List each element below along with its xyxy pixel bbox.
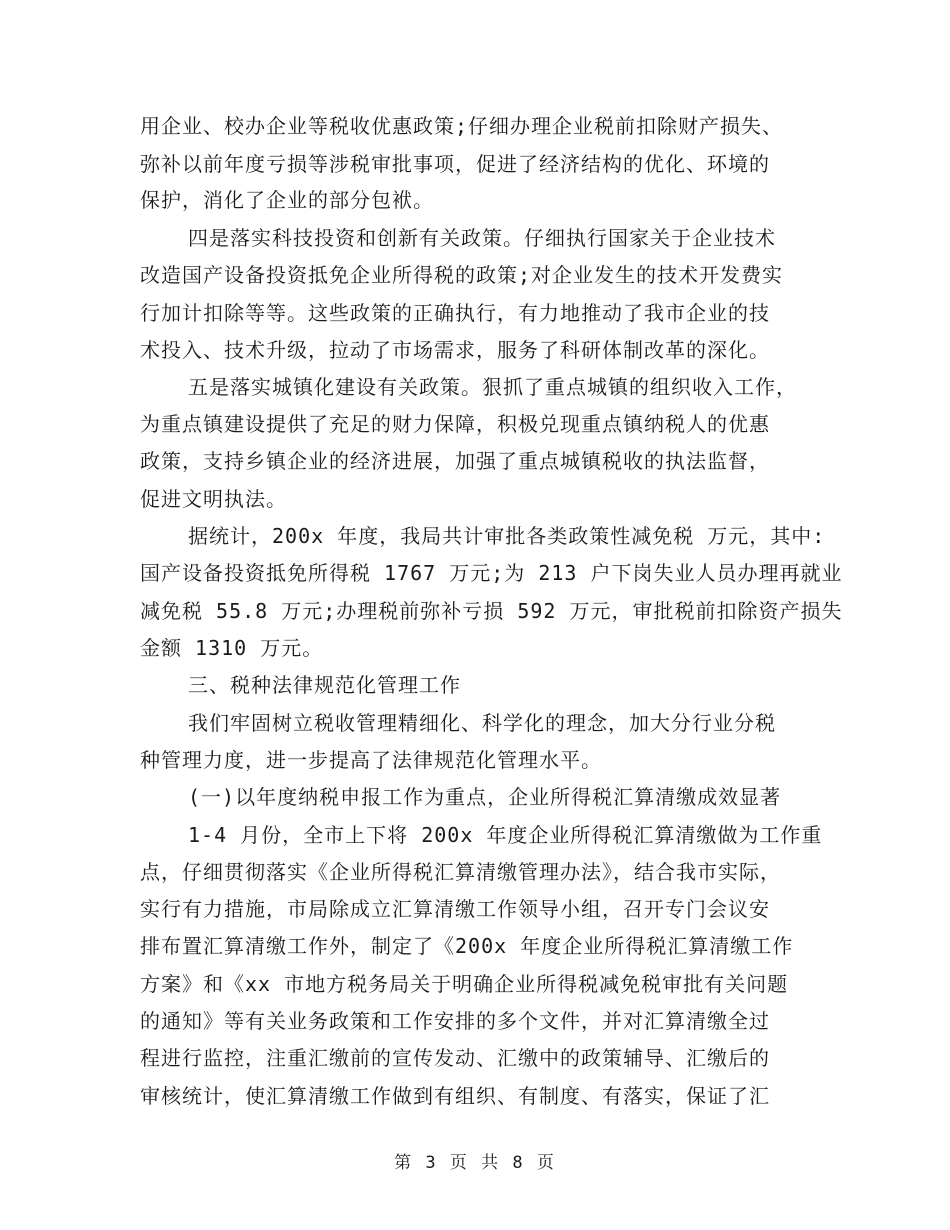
- section-heading: 三、税种法律规范化管理工作: [188, 673, 461, 697]
- text-line: 种管理力度，进一步提高了法律规范化管理水平。: [140, 748, 602, 772]
- text-line: 程进行监控，注重汇缴前的宣传发动、汇缴中的政策辅导、汇缴后的: [140, 1046, 770, 1070]
- text-line: 行加计扣除等等。这些政策的正确执行，有力地推动了我市企业的技: [140, 301, 770, 325]
- text-line: 方案》和《xx 市地方税务局关于明确企业所得税减免税审批有关问题: [140, 972, 789, 996]
- text-line: 点，仔细贯彻落实《企业所得税汇算清缴管理办法》，结合我市实际，: [140, 860, 781, 884]
- text-line: 审核统计，使汇算清缴工作做到有组织、有制度、有落实，保证了汇: [140, 1084, 770, 1108]
- text-line: 促进文明执法。: [140, 487, 287, 511]
- text-line: 的通知》等有关业务政策和工作安排的多个文件，并对汇算清缴全过: [140, 1009, 770, 1033]
- text-line: 改造国产设备投资抵免企业所得税的政策;对企业发生的技术开发费实: [140, 263, 784, 287]
- text-line: 实行有力措施，市局除成立汇算清缴工作领导小组，召开专门会议安: [140, 897, 770, 921]
- paragraph-start-line: 五是落实城镇化建设有关政策。狠抓了重点城镇的组织收入工作，: [188, 375, 797, 399]
- text-line: 政策，支持乡镇企业的经济进展，加强了重点城镇税收的执法监督，: [140, 449, 770, 473]
- text-line: 用企业、校办企业等税收优惠政策;仔细办理企业税前扣除财产损失、: [140, 114, 784, 138]
- text-line: 国产设备投资抵免所得税 1767 万元;为 213 户下岗失业人员办理再就业: [140, 561, 843, 585]
- text-line: 金额 1310 万元。: [140, 636, 324, 660]
- subsection-heading: (一)以年度纳税申报工作为重点，企业所得税汇算清缴成效显著: [188, 785, 782, 809]
- paragraph-start-line: 我们牢固树立税收管理精细化、科学化的理念，加大分行业分税: [188, 711, 776, 735]
- paragraph-start-line: 四是落实科技投资和创新有关政策。仔细执行国家关于企业技术: [188, 226, 776, 250]
- text-line: 术投入、技术升级，拉动了市场需求，服务了科研体制改革的深化。: [140, 338, 770, 362]
- text-line: 保护，消化了企业的部分包袱。: [140, 188, 434, 212]
- text-line: 排布置汇算清缴工作外，制定了《200x 年度企业所得税汇算清缴工作: [140, 934, 794, 958]
- paragraph-start-line: 据统计，200x 年度，我局共计审批各类政策性减免税 万元，其中:: [188, 524, 826, 548]
- text-line: 减免税 55.8 万元;办理税前弥补亏损 592 万元，审批税前扣除资产损失: [140, 599, 843, 623]
- text-line: 弥补以前年度亏损等涉税审批事项，促进了经济结构的优化、环境的: [140, 152, 770, 176]
- text-line: 为重点镇建设提供了充足的财力保障，积极兑现重点镇纳税人的优惠: [140, 412, 770, 436]
- paragraph-start-line: 1-4 月份，全市上下将 200x 年度企业所得税汇算清缴做为工作重: [188, 823, 823, 847]
- page-number-footer: 第 3 页 共 8 页: [394, 1153, 556, 1173]
